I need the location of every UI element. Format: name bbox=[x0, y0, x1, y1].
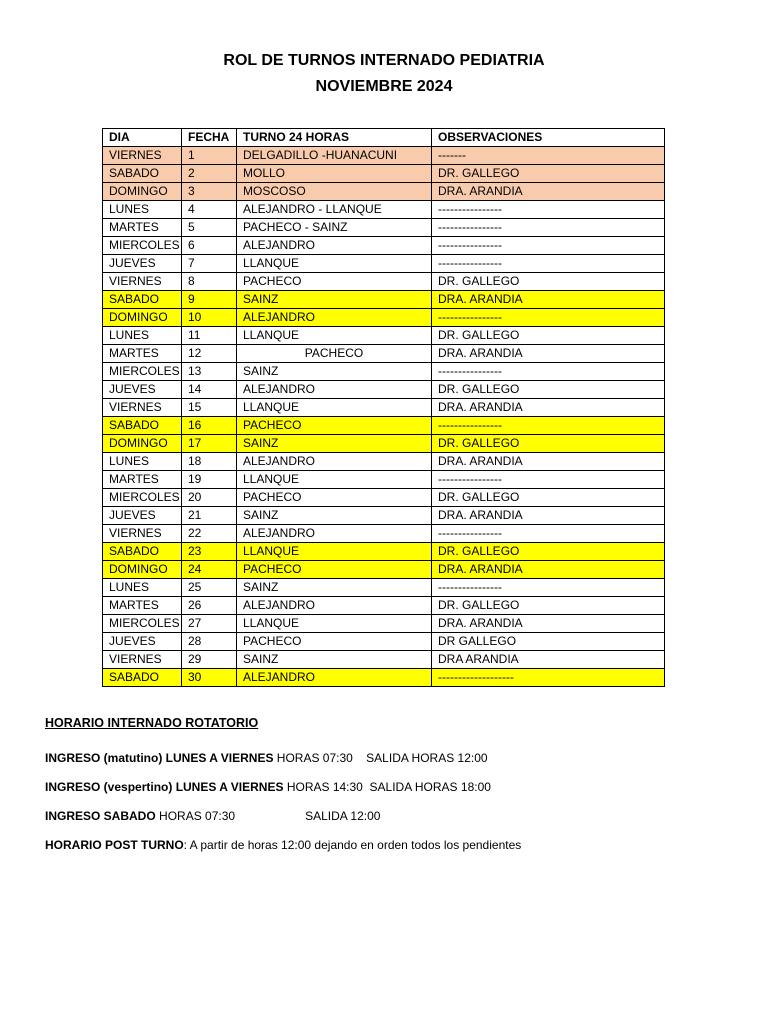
cell-turno: LLANQUE bbox=[237, 399, 432, 417]
cell-observaciones: ---------------- bbox=[432, 255, 665, 273]
cell-fecha: 4 bbox=[182, 201, 237, 219]
header-fecha: FECHA bbox=[182, 129, 237, 147]
table-row bbox=[103, 309, 665, 327]
cell-fecha: 27 bbox=[182, 615, 237, 633]
table-row bbox=[103, 525, 665, 543]
cell-turno: LLANQUE bbox=[237, 543, 432, 561]
schedule-text: HORAS 07:30 SALIDA HORAS 12:00 bbox=[273, 751, 488, 765]
cell-turno: ALEJANDRO bbox=[237, 669, 432, 687]
table-row bbox=[103, 507, 665, 525]
cell-observaciones: DRA. ARANDIA bbox=[432, 507, 665, 525]
cell-dia: LUNES bbox=[103, 579, 182, 597]
cell-turno: ALEJANDRO bbox=[237, 237, 432, 255]
schedule-text: HORAS 14:30 SALIDA HORAS 18:00 bbox=[283, 780, 491, 794]
schedule-label: INGRESO (matutino) LUNES A VIERNES bbox=[45, 751, 274, 765]
cell-turno: SAINZ bbox=[237, 507, 432, 525]
cell-turno: PACHECO bbox=[237, 633, 432, 651]
cell-observaciones: DRA. ARANDIA bbox=[432, 345, 665, 363]
cell-dia: VIERNES bbox=[103, 651, 182, 669]
cell-dia: LUNES bbox=[103, 201, 182, 219]
table-row bbox=[103, 237, 665, 255]
cell-fecha: 22 bbox=[182, 525, 237, 543]
cell-dia: JUEVES bbox=[103, 633, 182, 651]
cell-turno: MOLLO bbox=[237, 165, 432, 183]
cell-observaciones: DR. GALLEGO bbox=[432, 597, 665, 615]
cell-turno: ALEJANDRO bbox=[237, 453, 432, 471]
cell-observaciones: DR. GALLEGO bbox=[432, 273, 665, 291]
cell-fecha: 3 bbox=[182, 183, 237, 201]
document-title: ROL DE TURNOS INTERNADO PEDIATRIA bbox=[223, 52, 545, 69]
table-row bbox=[103, 633, 665, 651]
cell-turno: ALEJANDRO bbox=[237, 309, 432, 327]
cell-dia: LUNES bbox=[103, 453, 182, 471]
cell-turno: PACHECO bbox=[237, 417, 432, 435]
cell-fecha: 7 bbox=[182, 255, 237, 273]
schedule-line bbox=[45, 744, 521, 773]
table-header-row bbox=[103, 129, 665, 147]
cell-turno: LLANQUE bbox=[237, 327, 432, 345]
table-row bbox=[103, 165, 665, 183]
cell-fecha: 10 bbox=[182, 309, 237, 327]
cell-turno: ALEJANDRO bbox=[237, 381, 432, 399]
schedule-line bbox=[45, 802, 521, 831]
cell-turno: PACHECO bbox=[237, 273, 432, 291]
cell-observaciones: DRA ARANDIA bbox=[432, 651, 665, 669]
cell-dia: MIERCOLES bbox=[103, 363, 182, 381]
shift-roster-table bbox=[102, 128, 665, 687]
cell-fecha: 11 bbox=[182, 327, 237, 345]
cell-turno: SAINZ bbox=[237, 435, 432, 453]
cell-fecha: 30 bbox=[182, 669, 237, 687]
cell-observaciones: DR. GALLEGO bbox=[432, 381, 665, 399]
cell-fecha: 17 bbox=[182, 435, 237, 453]
schedule-label: HORARIO POST TURNO bbox=[45, 838, 184, 852]
cell-observaciones: DR GALLEGO bbox=[432, 633, 665, 651]
cell-observaciones: ---------------- bbox=[432, 219, 665, 237]
table-row bbox=[103, 471, 665, 489]
cell-fecha: 5 bbox=[182, 219, 237, 237]
table-row bbox=[103, 453, 665, 471]
cell-turno: MOSCOSO bbox=[237, 183, 432, 201]
cell-fecha: 13 bbox=[182, 363, 237, 381]
cell-fecha: 29 bbox=[182, 651, 237, 669]
cell-dia: MARTES bbox=[103, 471, 182, 489]
cell-observaciones: DR. GALLEGO bbox=[432, 543, 665, 561]
cell-fecha: 12 bbox=[182, 345, 237, 363]
cell-fecha: 26 bbox=[182, 597, 237, 615]
cell-observaciones: ---------------- bbox=[432, 201, 665, 219]
header-turno: TURNO 24 HORAS bbox=[237, 129, 432, 147]
cell-turno: SAINZ bbox=[237, 291, 432, 309]
cell-fecha: 23 bbox=[182, 543, 237, 561]
cell-fecha: 1 bbox=[182, 147, 237, 165]
cell-observaciones: DR. GALLEGO bbox=[432, 489, 665, 507]
table-row bbox=[103, 561, 665, 579]
cell-observaciones: DR. GALLEGO bbox=[432, 435, 665, 453]
cell-dia: VIERNES bbox=[103, 399, 182, 417]
table-row bbox=[103, 597, 665, 615]
cell-turno: LLANQUE bbox=[237, 615, 432, 633]
table-row bbox=[103, 651, 665, 669]
cell-fecha: 20 bbox=[182, 489, 237, 507]
table-row bbox=[103, 147, 665, 165]
cell-dia: MARTES bbox=[103, 597, 182, 615]
table-row bbox=[103, 579, 665, 597]
cell-observaciones: ---------------- bbox=[432, 525, 665, 543]
cell-dia: MARTES bbox=[103, 345, 182, 363]
schedule-heading: HORARIO INTERNADO ROTATORIO bbox=[45, 716, 259, 730]
cell-fecha: 15 bbox=[182, 399, 237, 417]
cell-dia: MIERCOLES bbox=[103, 489, 182, 507]
cell-fecha: 2 bbox=[182, 165, 237, 183]
cell-fecha: 8 bbox=[182, 273, 237, 291]
cell-turno: SAINZ bbox=[237, 579, 432, 597]
table-row bbox=[103, 399, 665, 417]
table-row bbox=[103, 291, 665, 309]
cell-observaciones: DRA. ARANDIA bbox=[432, 183, 665, 201]
cell-dia: SABADO bbox=[103, 291, 182, 309]
cell-observaciones: DRA. ARANDIA bbox=[432, 453, 665, 471]
cell-turno: LLANQUE bbox=[237, 471, 432, 489]
cell-observaciones: DR. GALLEGO bbox=[432, 327, 665, 345]
cell-fecha: 6 bbox=[182, 237, 237, 255]
cell-dia: SABADO bbox=[103, 543, 182, 561]
table-row bbox=[103, 417, 665, 435]
cell-dia: VIERNES bbox=[103, 147, 182, 165]
schedule-label: INGRESO SABADO bbox=[45, 809, 156, 823]
cell-fecha: 14 bbox=[182, 381, 237, 399]
cell-dia: JUEVES bbox=[103, 381, 182, 399]
cell-dia: DOMINGO bbox=[103, 309, 182, 327]
cell-observaciones: ---------------- bbox=[432, 417, 665, 435]
cell-turno: PACHECO bbox=[237, 345, 432, 363]
cell-observaciones: DR. GALLEGO bbox=[432, 165, 665, 183]
cell-turno: LLANQUE bbox=[237, 255, 432, 273]
document-subtitle: NOVIEMBRE 2024 bbox=[315, 78, 453, 95]
cell-fecha: 25 bbox=[182, 579, 237, 597]
table-row bbox=[103, 435, 665, 453]
cell-turno: ALEJANDRO bbox=[237, 597, 432, 615]
cell-fecha: 24 bbox=[182, 561, 237, 579]
schedule-text: HORAS 07:30 SALIDA 12:00 bbox=[155, 809, 381, 823]
cell-observaciones: DRA. ARANDIA bbox=[432, 399, 665, 417]
cell-observaciones: DRA. ARANDIA bbox=[432, 291, 665, 309]
cell-observaciones: DRA. ARANDIA bbox=[432, 561, 665, 579]
cell-dia: DOMINGO bbox=[103, 435, 182, 453]
cell-observaciones: ---------------- bbox=[432, 237, 665, 255]
schedule-label: INGRESO (vespertino) LUNES A VIERNES bbox=[45, 780, 284, 794]
cell-turno: PACHECO bbox=[237, 561, 432, 579]
table-row bbox=[103, 381, 665, 399]
cell-observaciones: ---------------- bbox=[432, 579, 665, 597]
table-row bbox=[103, 615, 665, 633]
cell-dia: VIERNES bbox=[103, 273, 182, 291]
table-row bbox=[103, 669, 665, 687]
cell-dia: SABADO bbox=[103, 669, 182, 687]
cell-observaciones: DRA. ARANDIA bbox=[432, 615, 665, 633]
cell-fecha: 9 bbox=[182, 291, 237, 309]
cell-dia: DOMINGO bbox=[103, 183, 182, 201]
cell-dia: DOMINGO bbox=[103, 561, 182, 579]
table-row bbox=[103, 543, 665, 561]
table-row bbox=[103, 183, 665, 201]
table-row bbox=[103, 201, 665, 219]
table-row bbox=[103, 255, 665, 273]
cell-dia: SABADO bbox=[103, 417, 182, 435]
cell-fecha: 19 bbox=[182, 471, 237, 489]
cell-turno: PACHECO - SAINZ bbox=[237, 219, 432, 237]
cell-dia: JUEVES bbox=[103, 255, 182, 273]
cell-dia: MARTES bbox=[103, 219, 182, 237]
table-row bbox=[103, 345, 665, 363]
cell-fecha: 16 bbox=[182, 417, 237, 435]
schedule-section bbox=[45, 716, 521, 860]
cell-observaciones: ---------------- bbox=[432, 471, 665, 489]
table-row bbox=[103, 219, 665, 237]
table-row bbox=[103, 327, 665, 345]
cell-turno: DELGADILLO -HUANACUNI bbox=[237, 147, 432, 165]
cell-dia: VIERNES bbox=[103, 525, 182, 543]
cell-observaciones: ------------------- bbox=[432, 669, 665, 687]
cell-observaciones: ------- bbox=[432, 147, 665, 165]
cell-fecha: 21 bbox=[182, 507, 237, 525]
cell-turno: PACHECO bbox=[237, 489, 432, 507]
cell-observaciones: ---------------- bbox=[432, 363, 665, 381]
header-dia: DIA bbox=[103, 129, 182, 147]
cell-dia: MIERCOLES bbox=[103, 237, 182, 255]
cell-turno: SAINZ bbox=[237, 651, 432, 669]
cell-turno: SAINZ bbox=[237, 363, 432, 381]
cell-turno: ALEJANDRO bbox=[237, 525, 432, 543]
header-observaciones: OBSERVACIONES bbox=[432, 129, 665, 147]
table-row bbox=[103, 273, 665, 291]
cell-dia: MIERCOLES bbox=[103, 615, 182, 633]
table-row bbox=[103, 489, 665, 507]
table-row bbox=[103, 363, 665, 381]
table-body bbox=[103, 147, 665, 687]
schedule-line bbox=[45, 773, 521, 802]
cell-dia: LUNES bbox=[103, 327, 182, 345]
schedule-text: : A partir de horas 12:00 dejando en orden todos los pendientes bbox=[183, 838, 522, 852]
schedule-line bbox=[45, 831, 521, 860]
cell-fecha: 18 bbox=[182, 453, 237, 471]
cell-dia: SABADO bbox=[103, 165, 182, 183]
cell-dia: JUEVES bbox=[103, 507, 182, 525]
cell-observaciones: ---------------- bbox=[432, 309, 665, 327]
cell-turno: ALEJANDRO - LLANQUE bbox=[237, 201, 432, 219]
cell-fecha: 28 bbox=[182, 633, 237, 651]
